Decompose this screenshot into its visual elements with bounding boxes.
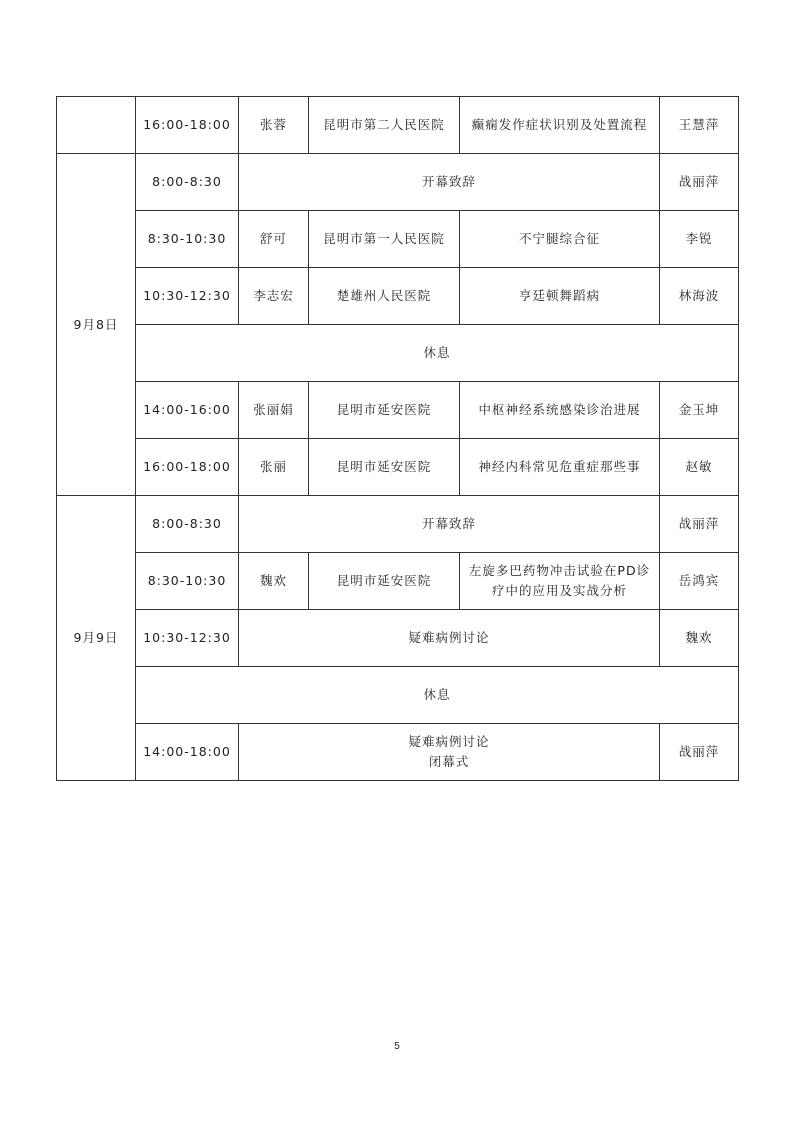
chair-cell: 赵敏 [660, 439, 739, 496]
break-cell: 休息 [136, 325, 739, 382]
topic-line: 闭幕式 [428, 754, 470, 769]
topic-line: 疑难病例讨论 [408, 734, 490, 749]
topic-cell: 开幕致辞 [239, 496, 660, 553]
table-row [57, 496, 739, 553]
time-cell: 8:30-10:30 [136, 211, 239, 268]
speaker-cell: 张蓉 [239, 97, 309, 154]
topic-cell: 癫痫发作症状识别及处置流程 [460, 97, 660, 154]
table-row [57, 382, 739, 439]
topic-cell: 亨廷顿舞蹈病 [460, 268, 660, 325]
table-row [57, 724, 739, 781]
chair-cell: 岳鸿宾 [660, 553, 739, 610]
hospital-cell: 昆明市延安医院 [309, 382, 460, 439]
table-row [57, 97, 739, 154]
time-cell: 14:00-18:00 [136, 724, 239, 781]
speaker-cell: 张丽娟 [239, 382, 309, 439]
date-cell: 9月9日 [57, 496, 136, 781]
chair-cell: 战丽萍 [660, 154, 739, 211]
topic-cell: 疑难病例讨论 [239, 610, 660, 667]
topic-cell: 左旋多巴药物冲击试验在PD诊疗中的应用及实战分析 [460, 553, 660, 610]
break-cell: 休息 [136, 667, 739, 724]
date-cell [57, 97, 136, 154]
table-row [57, 610, 739, 667]
topic-cell [239, 724, 660, 781]
speaker-cell: 李志宏 [239, 268, 309, 325]
hospital-cell: 昆明市第二人民医院 [309, 97, 460, 154]
table-row [57, 667, 739, 724]
hospital-cell: 昆明市第一人民医院 [309, 211, 460, 268]
chair-cell: 林海波 [660, 268, 739, 325]
hospital-cell: 昆明市延安医院 [309, 553, 460, 610]
table-row [57, 325, 739, 382]
date-cell: 9月8日 [57, 154, 136, 496]
time-cell: 16:00-18:00 [136, 97, 239, 154]
speaker-cell: 魏欢 [239, 553, 309, 610]
chair-cell: 战丽萍 [660, 496, 739, 553]
time-cell: 16:00-18:00 [136, 439, 239, 496]
chair-cell: 魏欢 [660, 610, 739, 667]
chair-cell: 战丽萍 [660, 724, 739, 781]
table-row [57, 154, 739, 211]
chair-cell: 王慧萍 [660, 97, 739, 154]
time-cell: 8:00-8:30 [136, 154, 239, 211]
table-row [57, 211, 739, 268]
topic-cell: 中枢神经系统感染诊治进展 [460, 382, 660, 439]
speaker-cell: 舒可 [239, 211, 309, 268]
hospital-cell: 楚雄州人民医院 [309, 268, 460, 325]
hospital-cell: 昆明市延安医院 [309, 439, 460, 496]
topic-cell: 开幕致辞 [239, 154, 660, 211]
time-cell: 8:30-10:30 [136, 553, 239, 610]
time-cell: 8:00-8:30 [136, 496, 239, 553]
time-cell: 10:30-12:30 [136, 268, 239, 325]
page-number: 5 [394, 1041, 400, 1052]
speaker-cell: 张丽 [239, 439, 309, 496]
topic-cell: 神经内科常见危重症那些事 [460, 439, 660, 496]
table-row [57, 553, 739, 610]
chair-cell: 金玉坤 [660, 382, 739, 439]
table-row [57, 268, 739, 325]
schedule-table [56, 96, 739, 781]
chair-cell: 李锐 [660, 211, 739, 268]
time-cell: 14:00-16:00 [136, 382, 239, 439]
topic-cell: 不宁腿综合征 [460, 211, 660, 268]
time-cell: 10:30-12:30 [136, 610, 239, 667]
table-row [57, 439, 739, 496]
